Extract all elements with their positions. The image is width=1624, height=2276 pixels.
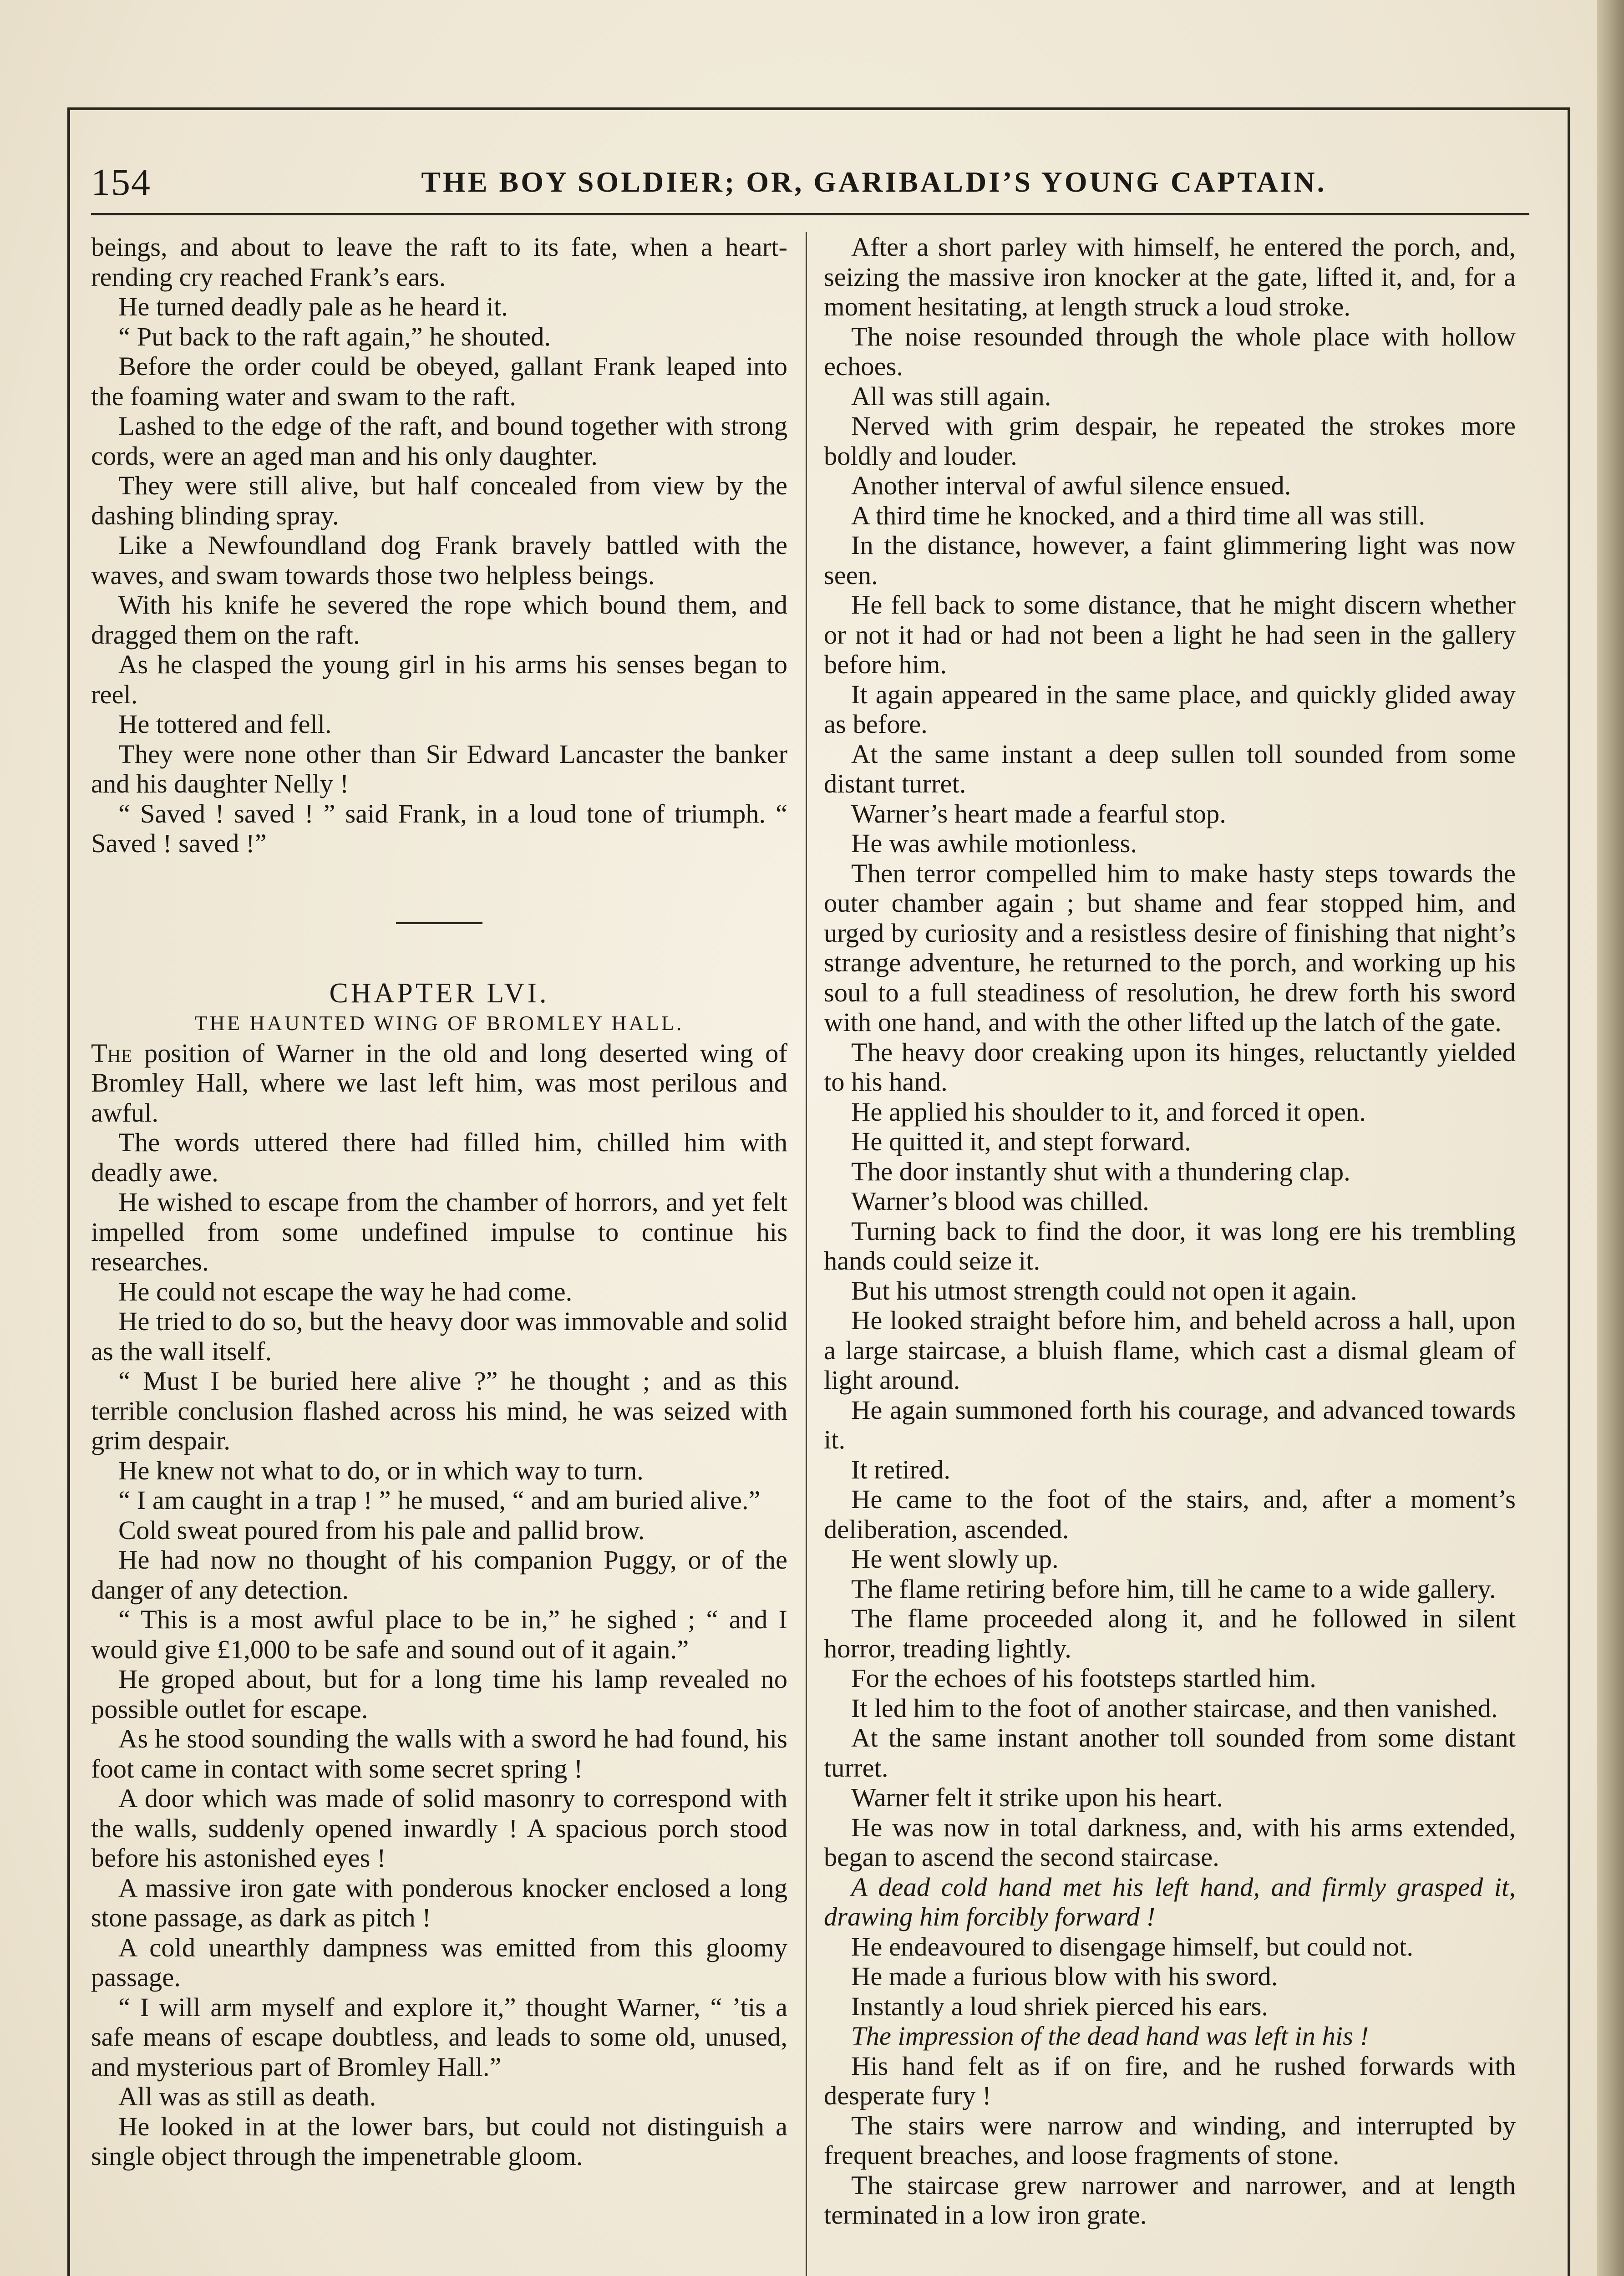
paragraph: They were none other than Sir Edward Lancaster the banker and his daughter Nelly !: [91, 739, 787, 798]
paragraph: A massive iron gate with ponderous knocker enclosed a long stone passage, as dark as pitch !: [91, 1873, 787, 1932]
chapter-subtitle: THE HAUNTED WING OF BROMLEY HALL.: [194, 1011, 684, 1035]
paragraph: Before the order could be obeyed, gallant Frank leaped into the foaming water and swam to the raft.: [91, 351, 787, 411]
paragraph: “ Saved ! saved ! ” said Frank, in a loud tone of triumph. “ Saved ! saved !”: [91, 798, 787, 858]
paragraph: beings, and about to leave the raft to its fate, when a heart-rending cry reached Frank’s ears.: [91, 232, 787, 292]
page-number: 154: [91, 161, 151, 203]
paragraph: He fell back to some distance, that he might discern whether or not it had or had not been a light he had seen in the gallery before him.: [824, 590, 1516, 679]
paragraph: Warner’s blood was chilled.: [851, 1186, 1149, 1216]
paragraph: The impression of the dead hand was left in his !: [851, 2021, 1369, 2051]
paragraph: The words uttered there had filled him, chilled him with deadly awe.: [91, 1128, 787, 1187]
paragraph: Cold sweat poured from his pale and pallid brow.: [118, 1515, 645, 1545]
paragraph: As he clasped the young girl in his arms his senses began to reel.: [91, 650, 787, 709]
paragraph: Lashed to the edge of the raft, and bound together with strong cords, were an aged man and his only daughter.: [91, 411, 787, 471]
paragraph: He tried to do so, but the heavy door was immovable and solid as the wall itself.: [91, 1306, 787, 1366]
paragraph: Like a Newfoundland dog Frank bravely battled with the waves, and swam towards those two helpless beings.: [91, 530, 787, 590]
paragraph: It retired.: [851, 1454, 950, 1484]
paragraph: “ Put back to the raft again,” he shouted.: [118, 321, 551, 351]
paragraph: His hand felt as if on fire, and he rushed forwards with desperate fury !: [824, 2051, 1516, 2110]
book-binding-edge: [1597, 0, 1624, 2276]
paragraph: He wished to escape from the chamber of horrors, and yet felt impelled from some undefined impulse to continue his researches.: [91, 1187, 787, 1276]
paragraph: For the echoes of his footsteps startled him.: [851, 1663, 1316, 1693]
paragraph: “ Must I be buried here alive ?” he thought ; and as this terrible conclusion flashed across his mind, he was seized with grim despair.: [91, 1366, 787, 1455]
section-separator: [396, 922, 482, 924]
paragraph: They were still alive, but half concealed from view by the dashing blinding spray.: [91, 471, 787, 530]
paragraph: The noise resounded through the whole place with hollow echoes.: [824, 321, 1516, 381]
paragraph: All was as still as death.: [118, 2082, 376, 2111]
paragraph: After a short parley with himself, he entered the porch, and, seizing the massive iron knocker at the gate, lifted it, and, for a moment hesitating, at length struck a loud stroke.: [824, 232, 1516, 321]
header-rule: [91, 213, 1529, 215]
paragraph: As he stood sounding the walls with a sword he had found, his foot came in contact with some secret spring !: [91, 1724, 787, 1783]
paragraph: “ I am caught in a trap ! ” he mused, “ and am buried alive.”: [118, 1485, 761, 1515]
paragraph: He turned deadly pale as he heard it.: [118, 292, 508, 321]
column-divider: [806, 232, 807, 2276]
running-title: THE BOY SOLDIER; OR, GARIBALDI’S YOUNG CAPTAIN.: [421, 166, 1327, 198]
paragraph: All was still again.: [851, 381, 1051, 411]
left-column-paragraphs-before: [91, 232, 787, 859]
paragraph: He again summoned forth his courage, and advanced towards it.: [824, 1395, 1516, 1454]
paragraph: He was now in total darkness, and, with his arms extended, began to ascend the second staircase.: [824, 1812, 1516, 1872]
paragraph: The flame proceeded along it, and he followed in silent horror, treading lightly.: [824, 1604, 1516, 1663]
paragraph: He quitted it, and stept forward.: [851, 1127, 1191, 1156]
paragraph: He groped about, but for a long time his lamp revealed no possible outlet for escape.: [91, 1664, 787, 1724]
paragraph: A cold unearthly dampness was emitted from this gloomy passage.: [91, 1932, 787, 1992]
paragraph: It led him to the foot of another staircase, and then vanished.: [851, 1693, 1498, 1723]
paragraph: He looked straight before him, and beheld across a hall, upon a large staircase, a bluish flame, which cast a dismal gleam of light around.: [824, 1306, 1516, 1395]
paragraph: He made a furious blow with his sword.: [851, 1961, 1278, 1991]
paragraph: He came to the foot of the stairs, and, after a moment’s deliberation, ascended.: [824, 1484, 1516, 1544]
paragraph: He endeavoured to disengage himself, but could not.: [851, 1931, 1414, 1961]
left-column: [91, 232, 787, 2171]
paragraph: With his knife he severed the rope which bound them, and dragged them on the raft.: [91, 590, 787, 650]
paragraph: He knew not what to do, or in which way to turn.: [118, 1455, 644, 1485]
paragraph: The staircase grew narrower and narrower, and at length terminated in a low iron grate.: [824, 2170, 1516, 2230]
paragraph: Instantly a loud shriek pierced his ears.: [851, 1991, 1269, 2021]
page-header: [91, 150, 1529, 214]
paragraph: He applied his shoulder to it, and forced it open.: [851, 1097, 1366, 1127]
paragraph: The flame retiring before him, till he came to a wide gallery.: [851, 1574, 1496, 1604]
paragraph: The stairs were narrow and winding, and interrupted by frequent breaches, and loose fragments of stone.: [824, 2110, 1516, 2170]
paragraph: “ I will arm myself and explore it,” thought Warner, “ ’tis a safe means of escape doubtless, and leads to some old, unused, and mysterious part of Bromley Hall.”: [91, 1992, 787, 2082]
paragraph: Nerved with grim despair, he repeated the strokes more boldly and louder.: [824, 411, 1516, 471]
left-column-paragraphs-after: [91, 1128, 787, 2171]
paragraph: A dead cold hand met his left hand, and firmly grasped it, drawing him forcibly forward !: [824, 1872, 1516, 1931]
paragraph: He looked in at the lower bars, but could not distinguish a single object through the impenetrable gloom.: [91, 2111, 787, 2171]
paragraph: The door instantly shut with a thundering clap.: [851, 1156, 1350, 1186]
right-column: [824, 232, 1516, 2230]
paragraph: In the distance, however, a faint glimmering light was now seen.: [824, 530, 1516, 590]
chapter-first-paragraph: [91, 1038, 787, 1128]
paragraph: It again appeared in the same place, and quickly glided away as before.: [824, 679, 1516, 739]
chapter-heading: CHAPTER LVI.: [329, 977, 549, 1009]
paragraph: The heavy door creaking upon its hinges, reluctantly yielded to his hand.: [824, 1037, 1516, 1097]
paragraph: Then terror compelled him to make hasty steps towards the outer chamber again ; but shame and fear stopped him, and urged by curiosity and a resistless desire of finishing that night’s strange adventure, he returned to the porch, and working up his soul to a full steadiness of resolution, he drew forth his sword with one hand, and with the other lifted up the latch of the gate.: [824, 858, 1516, 1037]
paragraph: He went slowly up.: [851, 1544, 1059, 1574]
paragraph: Warner felt it strike upon his heart.: [851, 1783, 1223, 1812]
paragraph: He could not escape the way he had come.: [118, 1276, 573, 1306]
paragraph: He tottered and fell.: [118, 709, 332, 739]
paragraph: At the same instant another toll sounded from some distant turret.: [824, 1723, 1516, 1783]
paragraph: Another interval of awful silence ensued.: [851, 471, 1291, 500]
paragraph: He was awhile motionless.: [851, 828, 1137, 858]
paragraph: A third time he knocked, and a third time all was still.: [851, 500, 1426, 530]
paragraph: At the same instant a deep sullen toll sounded from some distant turret.: [824, 739, 1516, 798]
paragraph: Turning back to find the door, it was long ere his trembling hands could seize it.: [824, 1216, 1516, 1275]
chapter-first-word: The: [91, 1038, 132, 1068]
paragraph: But his utmost strength could not open it again.: [851, 1275, 1357, 1306]
paragraph: Warner’s heart made a fearful stop.: [851, 798, 1226, 828]
paragraph: A door which was made of solid masonry to correspond with the walls, suddenly opened inwardly ! A spacious porch stood before his astonished eyes !: [91, 1783, 787, 1873]
paragraph: “ This is a most awful place to be in,” he sighed ; “ and I would give £1,000 to be safe and sound out of it again.”: [91, 1605, 787, 1664]
paragraph: He had now no thought of his companion Puggy, or of the danger of any detection.: [91, 1545, 787, 1605]
chapter-first-paragraph-text: position of Warner in the old and long deserted wing of Bromley Hall, where we last left him, was most perilous and awful.: [91, 1038, 787, 1128]
